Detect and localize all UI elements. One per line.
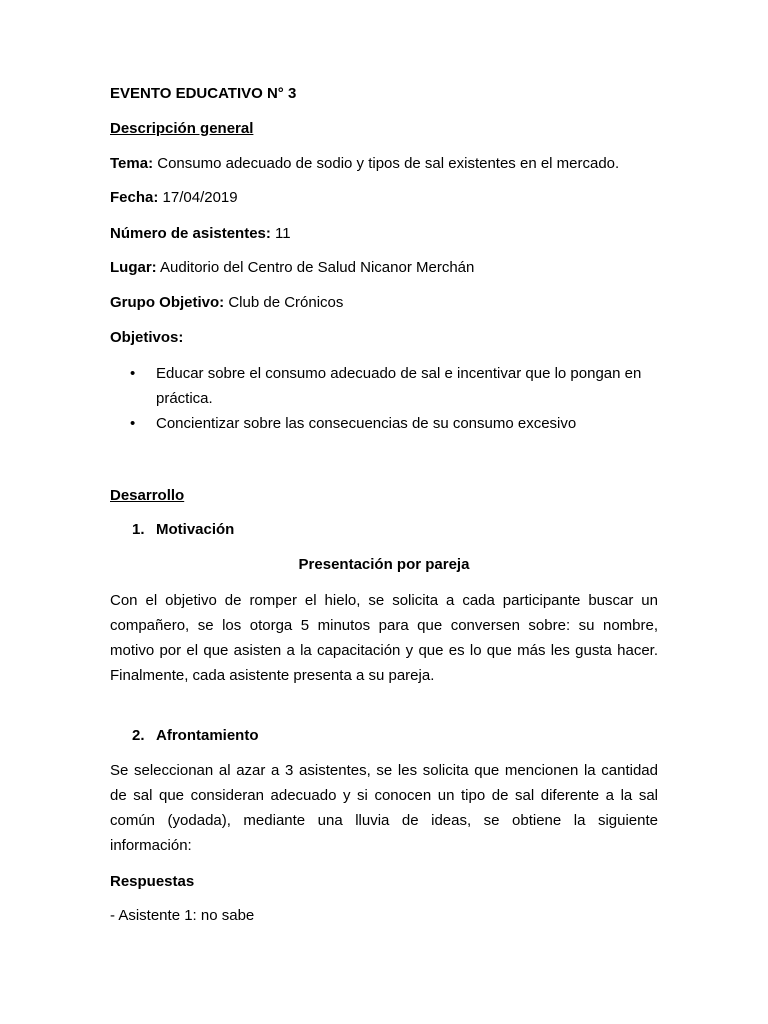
objective-item: Educar sobre el consumo adecuado de sal e incentivar que lo pongan en práctica.: [156, 365, 642, 407]
lugar-field: [110, 259, 474, 277]
fecha-value: 17/04/2019: [158, 189, 238, 206]
asistentes-value: 11: [270, 225, 291, 242]
asistentes-field: [110, 225, 291, 243]
section-paragraph: Se seleccionan al azar a 3 asistentes, se les solicita que mencionen la cantidad de sal que consideran adecuado y si conocen un tipo de sal diferente a la sal común (yodada), mediante una lluvia de ideas, se obtiene la siguiente información:: [110, 762, 658, 854]
asistentes-label: Número de asistentes:: [110, 225, 271, 242]
objectives-heading: Objetivos:: [110, 329, 184, 346]
section-title: Motivación: [156, 521, 235, 538]
fecha-label: Fecha:: [110, 189, 159, 206]
bullet-icon: •: [130, 415, 136, 432]
section-title: Afrontamiento: [156, 727, 259, 744]
section-subtitle: Presentación por pareja: [298, 556, 470, 573]
tema-value: Consumo adecuado de sodio y tipos de sal existentes en el mercado.: [153, 155, 620, 172]
section-paragraph: Con el objetivo de romper el hielo, se solicita a cada participante buscar un compañero, se los otorga 5 minutos para que conversen sobre: su nombre, motivo por el que asisten a la capacitación y que es lo que más les gusta hacer. Finalmente, cada asistente presenta a su pareja.: [110, 592, 658, 684]
responses-heading: Respuestas: [110, 873, 195, 890]
grupo-label: Grupo Objetivo:: [110, 294, 225, 311]
section-number: 2.: [132, 727, 145, 744]
bullet-icon: •: [130, 365, 136, 382]
objective-item: Concientizar sobre las consecuencias de su consumo excesivo: [156, 415, 577, 432]
tema-field: [110, 155, 619, 173]
grupo-value: Club de Crónicos: [224, 294, 344, 311]
document-title: EVENTO EDUCATIVO N° 3: [110, 85, 297, 102]
fecha-field: [110, 189, 238, 207]
development-heading: Desarrollo: [110, 487, 185, 504]
tema-label: Tema:: [110, 155, 154, 172]
grupo-field: [110, 294, 343, 312]
lugar-label: Lugar:: [110, 259, 157, 276]
response-item: - Asistente 1: no sabe: [110, 907, 255, 924]
lugar-value: Auditorio del Centro de Salud Nicanor Merchán: [156, 259, 475, 276]
general-description-heading: Descripción general: [110, 120, 254, 137]
section-number: 1.: [132, 521, 145, 538]
